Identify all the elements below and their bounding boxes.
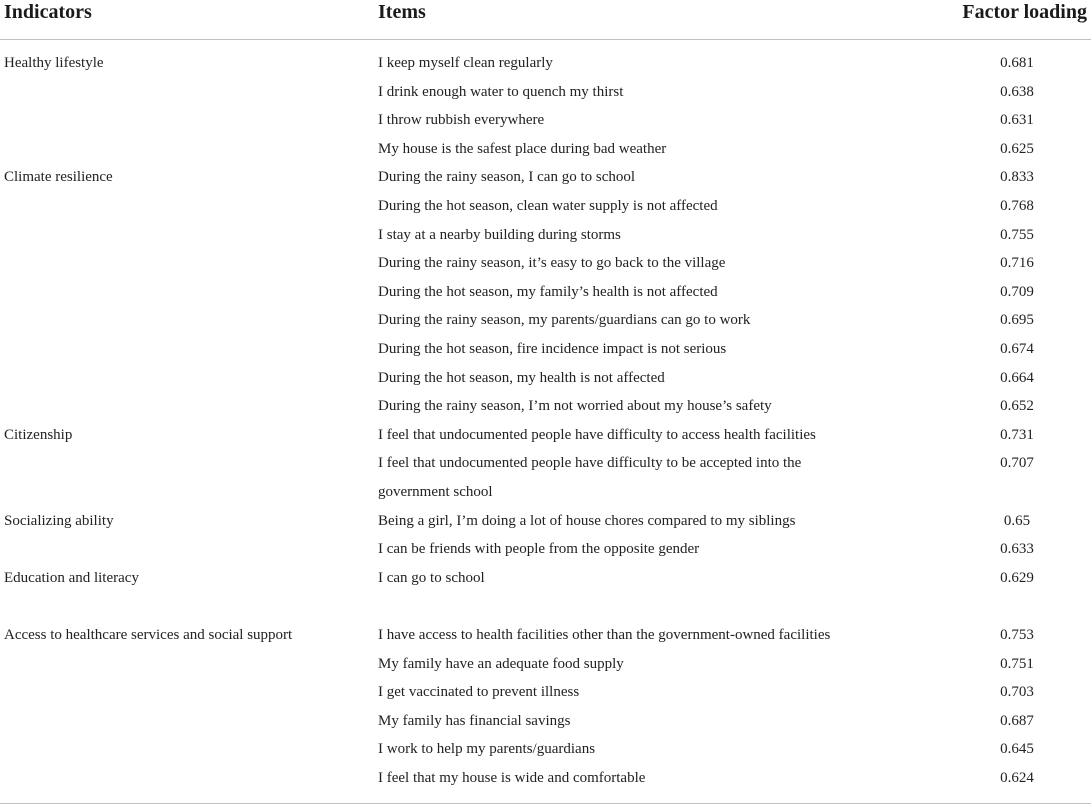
factor-loading-cell: 0.833: [1000, 169, 1034, 186]
item-cell: I work to help my parents/guardians: [378, 741, 596, 758]
header-items: Items: [378, 1, 426, 23]
factor-loading-cell: 0.624: [1000, 770, 1034, 786]
indicator-cell: Socializing ability: [4, 512, 114, 529]
indicator-cell: Healthy lifestyle: [4, 55, 104, 71]
factor-loading-cell: 0.707: [1000, 455, 1034, 472]
header-indicators: Indicators: [4, 1, 92, 23]
item-cell: I feel that my house is wide and comfortable: [378, 770, 646, 786]
factor-loading-cell: 0.753: [1000, 627, 1034, 643]
item-cell: I throw rubbish everywhere: [378, 112, 545, 129]
item-cell: My family has financial savings: [378, 712, 571, 729]
factor-loading-cell: 0.709: [1000, 283, 1034, 300]
indicator-cell: Climate resilience: [4, 169, 113, 186]
factor-loading-cell: 0.638: [1000, 83, 1034, 100]
indicator-cell: Access to healthcare services and social support: [4, 627, 293, 643]
item-cell: I get vaccinated to prevent illness: [378, 684, 580, 701]
factor-loading-cell: 0.652: [1000, 398, 1034, 415]
item-cell: During the rainy season, I’m not worried about my house’s safety: [378, 398, 772, 415]
item-cell: I keep myself clean regularly: [378, 55, 553, 71]
item-cell: I can go to school: [378, 569, 485, 586]
item-cell: During the rainy season, my parents/guardians can go to work: [378, 312, 751, 329]
item-cell: I stay at a nearby building during storms: [378, 226, 621, 243]
item-cell: During the rainy season, it’s easy to go back to the village: [378, 255, 726, 272]
item-cell: During the hot season, clean water supply is not affected: [378, 198, 718, 214]
factor-loading-cell: 0.703: [1000, 684, 1034, 701]
factor-loading-cell: 0.645: [1000, 741, 1034, 758]
factor-loading-cell: 0.768: [1000, 198, 1034, 214]
item-cell: I can be friends with people from the opposite gender: [378, 541, 700, 558]
factor-loading-cell: 0.687: [1000, 712, 1034, 729]
factor-loading-cell: 0.674: [1000, 341, 1034, 357]
factor-loading-cell: 0.695: [1000, 312, 1034, 329]
item-cell: I drink enough water to quench my thirst: [378, 83, 624, 100]
factor-loading-cell: 0.633: [1000, 541, 1034, 558]
factor-loading-cell: 0.625: [1000, 140, 1034, 157]
indicator-cell: Citizenship: [4, 426, 73, 443]
table-bottom-rule: [0, 803, 1091, 804]
item-cell: I feel that undocumented people have difficulty to be accepted into the government school: [378, 455, 802, 500]
table-header: [0, 0, 1091, 38]
item-cell: During the hot season, my family’s health is not affected: [378, 283, 718, 300]
header-factor-loading: Factor loading: [962, 1, 1087, 23]
factor-loading-cell: 0.65: [1003, 512, 1031, 529]
item-cell: During the rainy season, I can go to school: [378, 169, 636, 186]
factor-loading-cell: 0.664: [1000, 369, 1034, 386]
factor-loading-cell: 0.629: [1000, 569, 1034, 586]
factor-loading-cell: 0.751: [1000, 655, 1034, 672]
factor-loading-cell: 0.755: [1000, 226, 1034, 243]
item-cell: My house is the safest place during bad weather: [378, 140, 667, 157]
item-cell: During the hot season, fire incidence impact is not serious: [378, 341, 727, 357]
item-cell: My family have an adequate food supply: [378, 655, 624, 672]
header-divider: [0, 39, 1091, 40]
factor-loading-cell: 0.681: [1000, 55, 1034, 71]
factor-loading-cell: 0.731: [1000, 426, 1034, 443]
factor-loading-cell: 0.631: [1000, 112, 1034, 129]
item-cell: I have access to health facilities other than the government-owned facilities: [378, 627, 831, 643]
indicator-cell: Education and literacy: [4, 569, 139, 586]
item-cell: Being a girl, I’m doing a lot of house chores compared to my siblings: [378, 512, 796, 529]
item-cell: During the hot season, my health is not affected: [378, 369, 665, 386]
factor-loading-cell: 0.716: [1000, 255, 1034, 272]
item-cell: I feel that undocumented people have difficulty to access health facilities: [378, 426, 816, 443]
